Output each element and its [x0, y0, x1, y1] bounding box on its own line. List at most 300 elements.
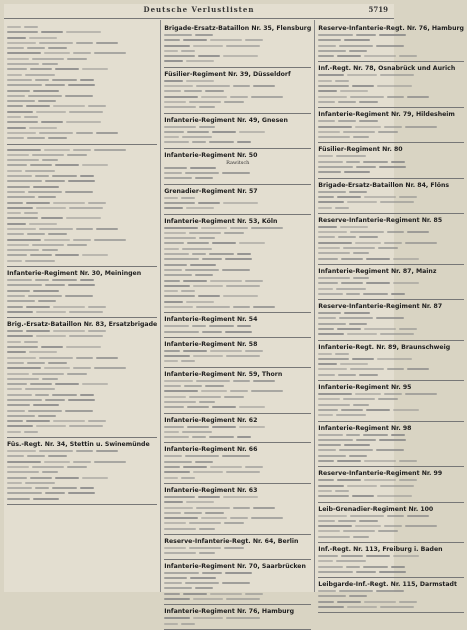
text-smudge [190, 264, 216, 266]
regiment-heading: Infanterie-Regiment Nr. 49, Gnesen [164, 116, 288, 124]
text-smudge [80, 279, 94, 281]
text-smudge [399, 601, 417, 603]
text-smudge [346, 161, 360, 163]
text-smudge [82, 383, 108, 385]
text-smudge [376, 590, 404, 592]
casualty-entry [318, 494, 464, 499]
text-smudge [251, 96, 283, 98]
section-divider [7, 144, 157, 145]
text-smudge [196, 306, 230, 308]
regiment-heading: Reserve-Infanterie-Regiment Nr. 85 [318, 216, 443, 224]
text-smudge [353, 252, 369, 254]
text-smudge [318, 231, 347, 233]
regiment-section [318, 182, 464, 214]
text-smudge [164, 623, 178, 625]
text-smudge [376, 449, 404, 451]
text-smudge [164, 598, 190, 600]
text-smudge [239, 242, 265, 244]
text-smudge [30, 254, 52, 256]
text-smudge [209, 141, 234, 143]
text-smudge [65, 191, 93, 193]
text-smudge [32, 154, 64, 156]
text-smudge [94, 461, 126, 463]
text-smudge [318, 333, 344, 335]
text-smudge [318, 455, 346, 457]
text-smudge [376, 45, 404, 47]
text-smudge [245, 593, 263, 595]
text-smudge [164, 477, 178, 479]
text-smudge [164, 295, 195, 297]
text-smudge [364, 196, 396, 198]
text-smudge [164, 280, 180, 282]
columns [4, 20, 464, 616]
section-divider [318, 421, 464, 422]
text-smudge [347, 333, 377, 335]
text-smudge [344, 171, 370, 173]
text-smudge [7, 346, 38, 348]
text-smudge [187, 131, 209, 133]
text-smudge [318, 520, 335, 522]
regiment-heading: Infanterie-Regiment Nr. 30, Meiningen [7, 270, 142, 278]
text-smudge [350, 368, 384, 370]
text-smudge [356, 571, 376, 573]
text-smudge [7, 487, 32, 489]
text-smudge [224, 101, 244, 103]
text-smudge [347, 606, 377, 608]
text-smudge [33, 404, 59, 406]
text-smudge [356, 34, 376, 36]
text-smudge [7, 228, 36, 230]
text-smudge [55, 68, 79, 70]
text-smudge [380, 606, 414, 608]
text-smudge [344, 444, 370, 446]
text-smudge [183, 39, 207, 41]
regiment-section [318, 65, 464, 108]
text-smudge [212, 242, 236, 244]
text-smudge [318, 85, 349, 87]
text-smudge [192, 253, 206, 255]
section-divider [164, 413, 311, 414]
text-smudge [399, 460, 417, 462]
section-divider [164, 113, 311, 114]
text-smudge [38, 196, 56, 198]
casualty-entry [318, 373, 464, 378]
casualty-entry [164, 597, 311, 602]
text-smudge [96, 42, 118, 44]
text-smudge [164, 325, 189, 327]
text-smudge [164, 577, 187, 579]
text-smudge [339, 590, 373, 592]
text-smudge [195, 587, 213, 589]
casualty-entry [7, 430, 157, 435]
text-smudge [29, 127, 57, 129]
regiment-heading: Infanterie-Regiment Nr. 58 [164, 340, 258, 348]
text-smudge [52, 175, 77, 177]
casualty-entry [318, 535, 464, 540]
text-smudge [164, 406, 184, 408]
text-smudge [251, 390, 283, 392]
text-smudge [318, 368, 347, 370]
text-smudge [198, 55, 220, 57]
text-smudge [393, 258, 419, 260]
text-smudge [364, 460, 396, 462]
text-smudge [335, 207, 349, 209]
text-smudge [32, 466, 64, 468]
text-smudge [164, 350, 180, 352]
section-divider [318, 577, 464, 578]
text-smudge [7, 279, 32, 281]
text-smudge [210, 39, 242, 41]
text-smudge [45, 284, 65, 286]
text-smudge [164, 248, 179, 250]
text-smudge [222, 172, 250, 174]
text-smudge [210, 280, 242, 282]
text-smudge [318, 485, 344, 487]
text-smudge [405, 525, 437, 527]
text-smudge [7, 431, 21, 433]
text-smudge [193, 45, 223, 47]
text-smudge [66, 346, 101, 348]
text-smudge [164, 390, 198, 392]
text-smudge [195, 274, 213, 276]
text-smudge [69, 335, 103, 337]
text-smudge [164, 96, 198, 98]
text-smudge [183, 593, 207, 595]
text-smudge [352, 495, 374, 497]
text-smudge [318, 50, 346, 52]
casualty-entry [318, 54, 464, 59]
regiment-heading: Infanterie-Regiment Nr. 98 [318, 424, 412, 432]
text-smudge [318, 495, 349, 497]
casualty-entry [318, 605, 464, 610]
text-smudge [164, 202, 195, 204]
text-smudge [164, 274, 192, 276]
text-smudge [349, 455, 367, 457]
section-divider [318, 178, 464, 179]
text-smudge [7, 100, 35, 102]
text-smudge [205, 512, 224, 514]
text-smudge [187, 242, 209, 244]
text-smudge [164, 207, 183, 209]
section-divider [164, 604, 311, 605]
regiment-heading: Infanterie-Regiment Nr. 63 [164, 486, 258, 494]
section-divider [7, 266, 157, 267]
text-smudge [45, 180, 65, 182]
text-smudge [39, 228, 73, 230]
text-smudge [7, 127, 26, 129]
text-smudge [196, 85, 230, 87]
text-smudge [349, 191, 367, 193]
text-smudge [245, 39, 263, 41]
text-smudge [318, 363, 337, 365]
text-smudge [209, 436, 234, 438]
text-smudge [318, 80, 332, 82]
text-smudge [164, 501, 183, 503]
text-smudge [189, 101, 221, 103]
casualty-entry [7, 497, 157, 502]
text-smudge [187, 406, 209, 408]
text-smudge [387, 368, 404, 370]
text-smudge [318, 398, 340, 400]
text-smudge [318, 171, 341, 173]
text-smudge [7, 105, 23, 107]
text-smudge [66, 217, 101, 219]
text-smudge [73, 52, 91, 54]
text-smudge [202, 572, 222, 574]
text-smudge [193, 598, 223, 600]
text-smudge [193, 355, 223, 357]
text-smudge [318, 126, 352, 128]
regiment-section [7, 321, 157, 438]
text-smudge [7, 79, 32, 81]
section-divider [164, 184, 311, 185]
text-smudge [44, 52, 70, 54]
text-smudge [7, 47, 24, 49]
text-smudge [41, 121, 63, 123]
text-smudge [7, 196, 35, 198]
text-smudge [384, 393, 402, 395]
regiment-section [164, 341, 311, 368]
text-smudge [30, 477, 52, 479]
text-smudge [29, 351, 57, 353]
text-smudge [7, 362, 24, 364]
text-smudge [24, 212, 38, 214]
section-divider [164, 67, 311, 68]
text-smudge [94, 149, 126, 151]
text-smudge [164, 517, 198, 519]
text-smudge [7, 404, 30, 406]
regiment-section [7, 25, 157, 145]
text-smudge [199, 106, 215, 108]
text-smudge [164, 50, 178, 52]
text-smudge [35, 79, 49, 81]
text-smudge [26, 105, 50, 107]
text-smudge [7, 335, 33, 337]
text-smudge [7, 394, 32, 396]
regiment-section [164, 417, 311, 444]
casualty-entry [164, 176, 311, 181]
text-smudge [7, 26, 21, 28]
text-smudge [387, 96, 404, 98]
text-smudge [73, 367, 91, 369]
text-smudge [186, 60, 214, 62]
text-smudge [318, 404, 350, 406]
text-smudge [343, 131, 375, 133]
text-smudge [42, 63, 58, 65]
text-smudge [28, 95, 62, 97]
text-smudge [337, 479, 361, 481]
text-smudge [52, 279, 77, 281]
section-divider [164, 214, 311, 215]
text-smudge [24, 341, 38, 343]
regiment-heading: Infanterie-Regiment Nr. 53, Köln [164, 217, 278, 225]
text-smudge [230, 96, 248, 98]
text-smudge [366, 282, 390, 284]
text-smudge [350, 515, 384, 517]
text-smudge [7, 249, 39, 251]
text-smudge [7, 295, 25, 297]
page-header [4, 4, 394, 19]
text-smudge [164, 45, 190, 47]
text-smudge [193, 471, 223, 473]
text-smudge [335, 490, 349, 492]
text-smudge [338, 101, 356, 103]
text-smudge [7, 42, 36, 44]
text-smudge [318, 595, 346, 597]
text-smudge [393, 282, 419, 284]
casualty-entry [164, 330, 311, 335]
text-smudge [226, 617, 260, 619]
text-smudge [190, 167, 216, 169]
text-smudge [26, 202, 50, 204]
text-smudge [7, 68, 27, 70]
text-smudge [82, 68, 108, 70]
text-smudge [182, 136, 212, 138]
text-smudge [33, 186, 59, 188]
text-smudge [192, 436, 206, 438]
text-smudge [7, 357, 36, 359]
text-smudge [201, 227, 227, 229]
casualty-entry [164, 206, 311, 211]
page [4, 4, 464, 616]
text-smudge [164, 85, 193, 87]
text-smudge [164, 39, 180, 41]
text-smudge [359, 236, 378, 238]
text-smudge [377, 495, 412, 497]
text-smudge [339, 45, 373, 47]
text-smudge [341, 258, 363, 260]
regiment-section [164, 371, 311, 414]
text-smudge [363, 293, 388, 295]
casualty-entry [164, 105, 311, 110]
text-smudge [349, 323, 367, 325]
text-smudge [7, 351, 26, 353]
text-smudge [341, 409, 363, 411]
text-smudge [391, 293, 405, 295]
text-smudge [68, 284, 95, 286]
text-smudge [184, 385, 202, 387]
text-smudge [185, 269, 219, 271]
text-smudge [364, 601, 396, 603]
text-smudge [353, 404, 369, 406]
text-smudge [223, 295, 258, 297]
text-smudge [67, 58, 87, 60]
regiment-section [164, 152, 311, 185]
text-smudge [340, 90, 368, 92]
text-smudge [210, 593, 242, 595]
text-smudge [96, 132, 118, 134]
text-smudge [192, 325, 206, 327]
text-smudge [225, 258, 252, 260]
text-smudge [7, 466, 29, 468]
casualty-entry [318, 100, 464, 105]
text-smudge [186, 301, 214, 303]
text-smudge [28, 410, 62, 412]
text-smudge [164, 258, 199, 260]
text-smudge [364, 55, 396, 57]
text-smudge [7, 450, 36, 452]
text-smudge [7, 383, 27, 385]
text-smudge [336, 414, 366, 416]
text-smudge [336, 288, 366, 290]
text-smudge [343, 398, 375, 400]
text-smudge [7, 180, 42, 182]
regiment-heading: Reserve-Infanterie-Regiment Nr. 99 [318, 470, 443, 478]
text-smudge [225, 572, 252, 574]
text-smudge [318, 317, 336, 319]
text-smudge [318, 530, 340, 532]
text-smudge [164, 172, 182, 174]
text-smudge [186, 501, 214, 503]
text-smudge [341, 555, 363, 557]
text-smudge [338, 236, 356, 238]
text-smudge [253, 306, 275, 308]
text-smudge [405, 242, 437, 244]
text-smudge [25, 388, 55, 390]
regiment-section [318, 506, 464, 543]
text-smudge [36, 207, 66, 209]
text-smudge [27, 47, 45, 49]
text-smudge [28, 191, 62, 193]
text-smudge [230, 227, 248, 229]
text-smudge [318, 555, 338, 557]
text-smudge [230, 517, 248, 519]
text-smudge [391, 434, 405, 436]
section-divider [164, 337, 311, 338]
regiment-heading: Füsilier-Regiment Nr. 39, Düsseldorf [164, 70, 291, 78]
text-smudge [399, 328, 417, 330]
regiment-section [318, 344, 464, 381]
text-smudge [7, 164, 27, 166]
text-smudge [355, 525, 381, 527]
text-smudge [7, 244, 29, 246]
text-smudge [209, 325, 234, 327]
text-smudge [318, 358, 349, 360]
text-smudge [164, 227, 198, 229]
section-divider [318, 542, 464, 543]
text-smudge [339, 317, 373, 319]
text-smudge [223, 496, 258, 498]
text-smudge [182, 431, 212, 433]
casualty-entry [164, 476, 311, 481]
text-smudge [164, 34, 192, 36]
text-smudge [407, 231, 429, 233]
text-smudge [164, 522, 186, 524]
text-smudge [26, 330, 50, 332]
casualty-entry [7, 136, 157, 141]
text-smudge [380, 333, 414, 335]
text-smudge [318, 207, 332, 209]
text-smudge [341, 282, 363, 284]
text-smudge [199, 552, 215, 554]
text-smudge [318, 236, 335, 238]
text-smudge [73, 239, 91, 241]
text-smudge [338, 120, 356, 122]
text-smudge [210, 350, 242, 352]
text-smudge [318, 155, 333, 157]
text-smudge [7, 399, 42, 401]
text-smudge [318, 393, 352, 395]
text-smudge [318, 571, 353, 573]
text-smudge [198, 202, 220, 204]
text-smudge [53, 330, 85, 332]
text-smudge [380, 485, 414, 487]
text-smudge [337, 55, 361, 57]
text-smudge [318, 196, 334, 198]
text-smudge [318, 312, 341, 314]
text-smudge [253, 85, 275, 87]
text-smudge [69, 111, 103, 113]
